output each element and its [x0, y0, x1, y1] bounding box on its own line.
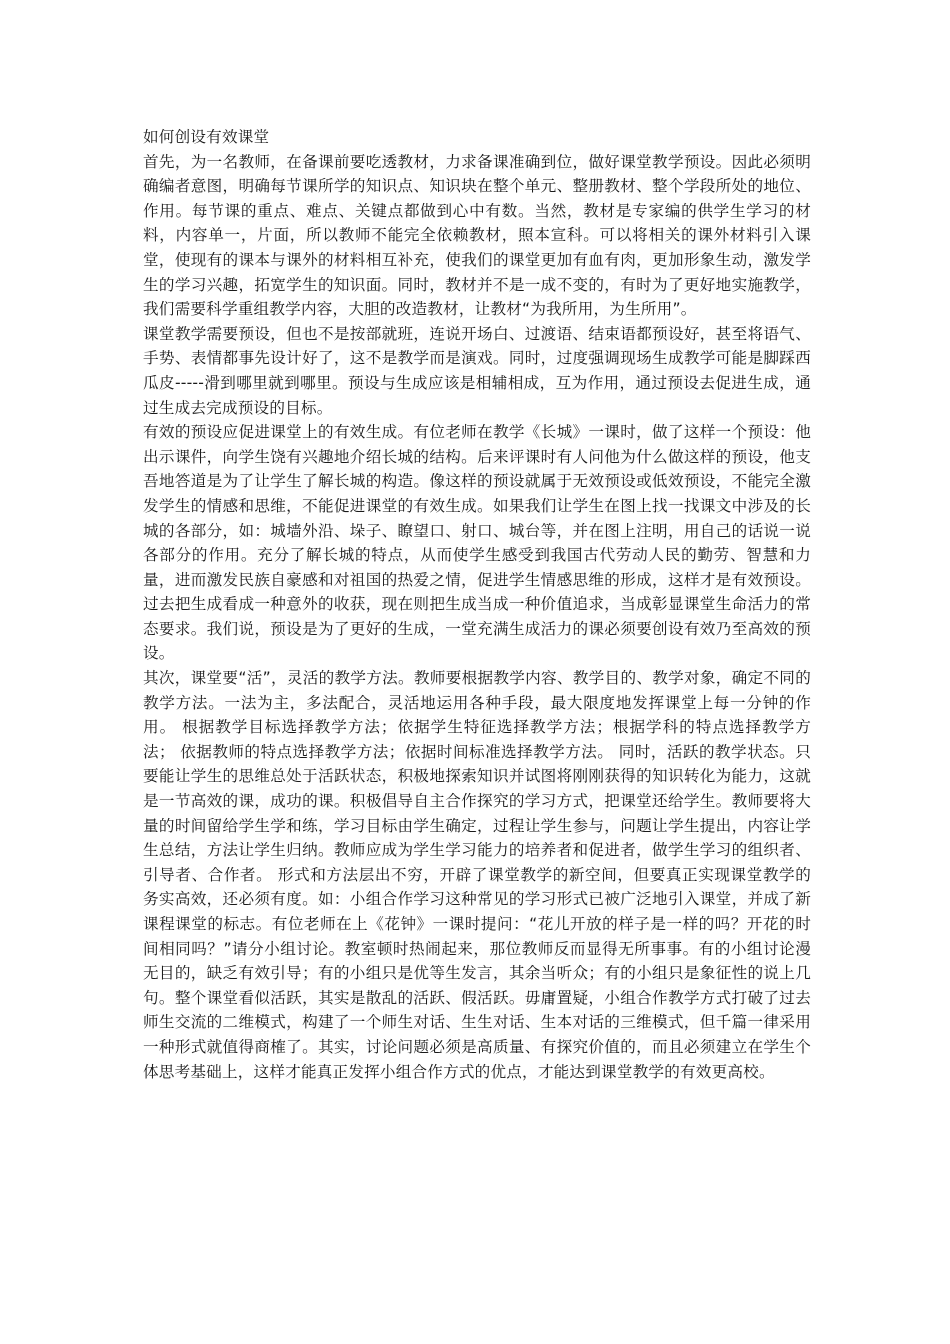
document-title: 如何创设有效课堂: [143, 128, 270, 146]
paragraph-2: 课堂教学需要预设，但也不是按部就班，连说开场白、过渡语、结束语都预设好，甚至将语气、手势、表情都事先设计好了，这不是教学而是演戏。同时，过度强调现场生成教学可能是脚踩西瓜皮-----滑到哪里就到哪里。预设与生成应该是相辅相成，互为作用，通过预设去促进生成，通过生成去完成预设的目标。: [143, 324, 811, 417]
paragraph-3: 有效的预设应促进课堂上的有效生成。有位老师在教学《长城》一课时，做了这样一个预设：他出示课件，向学生饶有兴趣地介绍长城的结构。后来评课时有人问他为什么做这样的预设，他支吾地答道是为了让学生了解长城的构造。像这样的预设就属于无效预设或低效预设，不能完全激发学生的情感和思维，不能促进课堂的有效生成。如果我们让学生在图上找一找课文中涉及的长城的各部分，如：城墙外沿、垛子、瞭望口、射口、城台等，并在图上注明，用自己的话说一说各部分的作用。充分了解长城的特点，从而使学生感受到我国古代劳动人民的勤劳、智慧和力量，进而激发民族自豪感和对祖国的热爱之情，促进学生情感思维的形成，这样才是有效预设。 过去把生成看成一种意外的收获，现在则把生成当成一种价值追求，当成彰显课堂生命活力的常态要求。我们说，预设是为了更好的生成，一堂充满生成活力的课必须要创设有效乃至高效的预设。: [143, 423, 817, 663]
document-page: [143, 125, 817, 1084]
paragraph-4: 其次，课堂要“活”，灵活的教学方法。教师要根据教学内容、教学目的、教学对象，确定不同的教学方法。一法为主，多法配合，灵活地运用各种手段，最大限度地发挥课堂上每一分钟的作用。 根据教学目标选择教学方法；依据学生特征选择教学方法；根据学科的特点选择教学方法； 依据教师的特点选择教学方法；依据时间标准选择教学方法。 同时，活跃的教学状态。只要能让学生的思维总处于活跃状态，积极地探索知识并试图将刚刚获得的知识转化为能力，这就是一节高效的课，成功的课。积极倡导自主合作探究的学习方式，把课堂还给学生。教师要将大量的时间留给学生学和练，学习目标由学生确定，过程让学生参与，问题让学生提出，内容让学生总结，方法让学生归纳。教师应成为学生学习能力的培养者和促进者，做学生学习的组织者、引导者、合作者。 形式和方法层出不穷，开辟了课堂教学的新空间，但要真正实现课堂教学的务实高效，还必须有度。如：小组合作学习这种常见的学习形式已被广泛地引入课堂，并成了新课程课堂的标志。有位老师在上《花钟》一课时提问：“花儿开放的样子是一样的吗？开花的时间相同吗？”请分小组讨论。教室顿时热闹起来，那位教师反而显得无所事事。有的小组讨论漫无目的，缺乏有效引导；有的小组只是优等生发言，其余当听众；有的小组只是象征性的说上几句。整个课堂看似活跃，其实是散乱的活跃、假活跃。毋庸置疑，小组合作教学方式打破了过去师生交流的二维模式，构建了一个师生对话、生生对话、生本对话的三维模式，但千篇一律采用一种形式就值得商榷了。其实，讨论问题必须是高质量、有探究价值的，而且必须建立在学生个体思考基础上，这样才能真正发挥小组合作方式的优点，才能达到课堂教学的有效更高校。: [143, 669, 811, 1081]
paragraph-1: 首先，为一名教师，在备课前要吃透教材，力求备课准确到位，做好课堂教学预设。因此必须明确编者意图，明确每节课所学的知识点、知识块在整个单元、整册教材、整个学段所处的地位、作用。每节课的重点、难点、关键点都做到心中有数。当然，教材是专家编的供学生学习的材料，内容单一，片面，所以教师不能完全依赖教材，照本宣科。可以将相关的课外材料引入课堂，使现有的课本与课外的材料相互补充，使我们的课堂更加有血有肉，更加形象生动，激发学生的学习兴趣，拓宽学生的知识面。同时，教材并不是一成不变的，有时为了更好地实施教学，我们需要科学重组教学内容，大胆的改造教材，让教材“为我所用，为生所用”。: [143, 152, 811, 319]
